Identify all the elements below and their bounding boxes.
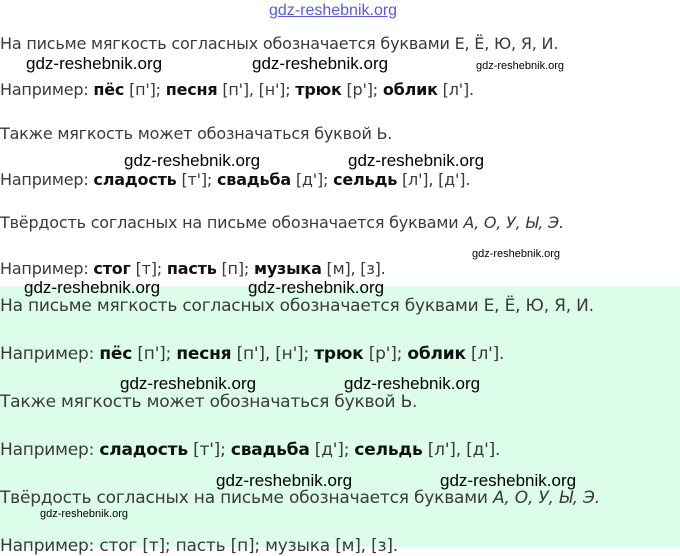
watermark: gdz-reshebnik.org bbox=[344, 374, 481, 393]
watermark: gdz-reshebnik.org bbox=[26, 54, 163, 73]
example-transcription: [л']. bbox=[465, 344, 505, 364]
example-word: песня bbox=[165, 80, 218, 99]
rule-text: На письме мягкость согласных обозначается буквами bbox=[0, 34, 455, 53]
example-transcription: [п']; bbox=[132, 344, 177, 364]
watermark: gdz-reshebnik.org bbox=[120, 374, 257, 393]
example-hard-vowels bbox=[0, 259, 386, 279]
example-transcription: [т]; bbox=[130, 259, 167, 278]
watermark: gdz-reshebnik.org bbox=[440, 471, 577, 490]
rule-soft-vowels bbox=[0, 34, 558, 54]
example-transcription: [п'], [н']; bbox=[217, 80, 296, 99]
watermark: gdz-reshebnik.org bbox=[472, 248, 561, 260]
rule-hard-vowels bbox=[0, 213, 564, 233]
example-word: свадьба bbox=[216, 170, 291, 189]
example-transcription: [д']; bbox=[309, 440, 355, 460]
example-word: сельдь bbox=[354, 440, 423, 460]
example-word: трюк bbox=[295, 80, 342, 99]
example-transcription: [л']. bbox=[437, 80, 474, 99]
rule-hard-vowels-copy bbox=[0, 488, 600, 508]
example-word: сладость bbox=[99, 440, 188, 460]
rule-soft-sign-copy: Также мягкость может обозначаться буквой Ь. bbox=[0, 392, 418, 412]
example-transcription: [д']; bbox=[291, 170, 334, 189]
rule-text: Твёрдость согласных на письме обозначается буквами bbox=[0, 213, 464, 232]
example-transcription: [м], [з]. bbox=[321, 259, 386, 278]
rule-letters: Е, Ё, Ю, Я, И. bbox=[454, 34, 559, 53]
watermark-header[interactable]: gdz-reshebnik.org bbox=[269, 2, 398, 19]
example-soft-vowels bbox=[0, 80, 474, 100]
example-word: сладость bbox=[93, 170, 177, 189]
example-lead: Например: bbox=[0, 170, 94, 189]
example-transcription: [т']; bbox=[176, 170, 217, 189]
example-word: облик bbox=[382, 80, 438, 99]
example-hard-vowels-copy-partial: Например: стог [т]; пасть [п]; музыка [м], [з]. bbox=[0, 536, 399, 556]
rule-soft-sign: Также мягкость может обозначаться буквой Ь. bbox=[0, 124, 393, 143]
example-word: музыка bbox=[253, 259, 322, 278]
watermark: gdz-reshebnik.org bbox=[124, 151, 261, 170]
example-transcription: [л'], [д']. bbox=[397, 170, 471, 189]
example-lead: Например: bbox=[0, 259, 94, 278]
example-transcription: [л'], [д']. bbox=[422, 440, 501, 460]
watermark: gdz-reshebnik.org bbox=[40, 508, 129, 520]
watermark: gdz-reshebnik.org bbox=[248, 278, 385, 297]
example-soft-sign-copy bbox=[0, 440, 500, 460]
example-transcription: [п']; bbox=[124, 80, 166, 99]
example-transcription: [р']; bbox=[363, 344, 408, 364]
example-word: свадьба bbox=[230, 440, 310, 460]
example-word: трюк bbox=[314, 344, 364, 364]
example-word: пёс bbox=[99, 344, 133, 364]
example-word: пасть bbox=[166, 259, 217, 278]
watermark: gdz-reshebnik.org bbox=[476, 60, 565, 72]
rule-text: Твёрдость согласных на письме обозначается буквами bbox=[0, 488, 493, 508]
example-word: облик bbox=[407, 344, 466, 364]
example-lead: Например: bbox=[0, 440, 100, 460]
watermark: gdz-reshebnik.org bbox=[252, 54, 389, 73]
example-transcription: [т']; bbox=[187, 440, 231, 460]
rule-letters: А, О, У, Ы, Э. bbox=[463, 213, 564, 232]
example-lead: Например: bbox=[0, 80, 94, 99]
example-word: стог bbox=[93, 259, 131, 278]
example-lead: Например: bbox=[0, 344, 100, 364]
example-soft-vowels-copy bbox=[0, 344, 504, 364]
watermark: gdz-reshebnik.org bbox=[348, 151, 485, 170]
watermark: gdz-reshebnik.org bbox=[24, 278, 161, 297]
rule-soft-vowels-copy bbox=[0, 296, 594, 316]
example-soft-sign bbox=[0, 170, 470, 190]
rule-letters: Е, Ё, Ю, Я, И. bbox=[483, 296, 594, 316]
watermark: gdz-reshebnik.org bbox=[216, 471, 353, 490]
example-transcription: [р']; bbox=[341, 80, 383, 99]
example-word: сельдь bbox=[333, 170, 398, 189]
example-transcription: [п]; bbox=[216, 259, 254, 278]
example-word: пёс bbox=[93, 80, 125, 99]
example-word: песня bbox=[176, 344, 232, 364]
example-transcription: [п'], [н']; bbox=[231, 344, 315, 364]
rule-letters: А, О, У, Ы, Э. bbox=[492, 488, 600, 508]
rule-text: На письме мягкость согласных обозначается буквами bbox=[0, 296, 484, 316]
